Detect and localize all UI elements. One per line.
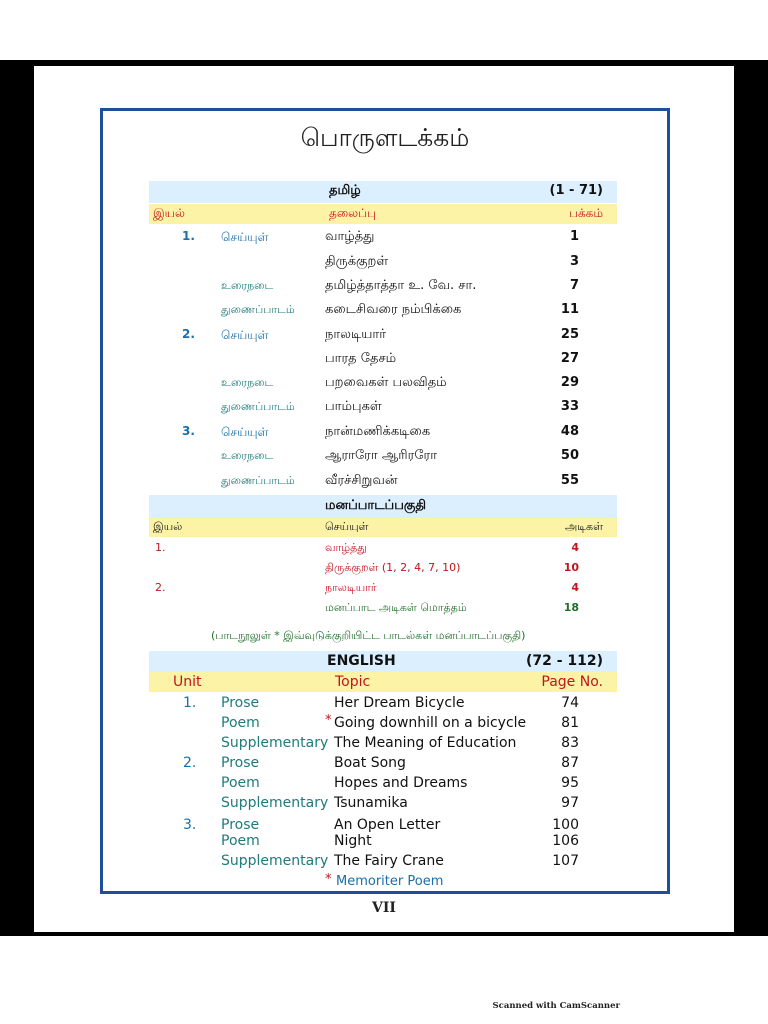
memory-heading: மனப்பாடப்பகுதி <box>325 498 427 513</box>
memory-note: (பாடநூலுள் * இவ்வுடுக்குறியிட்ட பாடல்கள் மனப்பாடப்பகுதி) <box>211 629 526 642</box>
memory-header-band <box>149 495 617 518</box>
english-row-unit: 3. <box>183 817 197 833</box>
memory-col-lines: அடிகள் <box>565 520 603 533</box>
top-margin <box>0 0 768 60</box>
tamil-row-type: உரைநடை <box>221 449 274 462</box>
tamil-range: (1 - 71) <box>549 183 603 198</box>
memory-row-lines: 4 <box>571 581 579 594</box>
tamil-row-type: செய்யுள் <box>221 230 269 244</box>
tamil-row-topic: ஆராரோ ஆரிரரோ <box>325 448 438 463</box>
english-row-type: Poem <box>221 775 260 791</box>
memory-total: 18 <box>563 601 579 614</box>
english-row-page: 107 <box>552 853 579 869</box>
english-row-type: Prose <box>221 695 260 711</box>
english-row-topic: Hopes and Dreams <box>334 775 468 791</box>
english-row-page: 97 <box>561 795 579 811</box>
tamil-row-page: 1 <box>569 229 579 244</box>
english-row-type: Supplementary <box>221 735 329 751</box>
english-col-topic: Topic <box>335 674 371 690</box>
english-row-topic: The Fairy Crane <box>334 853 444 869</box>
tamil-row-unit: 3. <box>182 424 195 438</box>
memory-total-label: மனப்பாட அடிகள் மொத்தம் <box>325 601 467 614</box>
english-row-page: 100 <box>552 817 579 833</box>
english-row-topic: An Open Letter <box>334 817 441 833</box>
english-heading: ENGLISH <box>327 653 396 669</box>
tamil-row-type: உரைநடை <box>221 279 274 292</box>
page-folio: VII <box>372 900 396 916</box>
tamil-row-page: 29 <box>560 375 579 390</box>
tamil-row-type: செய்யுள் <box>221 425 269 439</box>
tamil-heading: தமிழ் <box>329 183 361 198</box>
english-row-page: 87 <box>561 755 579 771</box>
tamil-row-page: 48 <box>560 424 579 439</box>
tamil-row-type: துணைப்பாடம் <box>221 474 295 487</box>
english-row-type: Poem <box>221 833 260 849</box>
tamil-row-type: துணைப்பாடம் <box>221 303 295 316</box>
english-row-unit: 1. <box>183 695 197 711</box>
tamil-row-topic: வாழ்த்து <box>325 229 375 244</box>
english-col-page: Page No. <box>541 674 603 690</box>
english-col-unit: Unit <box>173 674 202 690</box>
memory-row-lines: 4 <box>571 541 579 554</box>
memory-row-topic: வாழ்த்து <box>325 541 367 554</box>
english-header-band <box>149 651 617 672</box>
tamil-row-page: 25 <box>560 327 579 342</box>
tamil-col-topic: தலைப்பு <box>329 206 376 220</box>
english-footnote-star: * <box>325 872 332 887</box>
tamil-row-topic: கடைசிவரை நம்பிக்கை <box>325 302 462 317</box>
tamil-row-type: உரைநடை <box>221 376 274 389</box>
tamil-row-page: 55 <box>560 473 579 488</box>
memory-row-lines: 10 <box>563 561 579 574</box>
memory-row-topic: திருக்குறள் (1, 2, 4, 7, 10) <box>325 561 461 574</box>
tamil-col-page: பக்கம் <box>569 206 603 220</box>
tamil-row-page: 50 <box>560 448 579 463</box>
memory-col-unit: இயல் <box>153 520 183 533</box>
memory-column-band <box>149 518 617 537</box>
english-row-type: Supplementary <box>221 853 329 869</box>
english-row-unit: 2. <box>183 755 197 771</box>
tamil-row-page: 3 <box>569 254 579 269</box>
tamil-header-band <box>149 181 617 203</box>
scanner-footer: Scanned with CamScanner <box>492 1001 620 1011</box>
tamil-row-topic: திருக்குறள் <box>325 254 389 269</box>
english-row-type: Prose <box>221 755 260 771</box>
english-row-topic: Her Dream Bicycle <box>334 695 465 711</box>
tamil-col-unit: இயல் <box>153 206 185 220</box>
tamil-row-topic: வீரச்சிறுவன் <box>325 473 398 488</box>
english-row-page: 106 <box>552 833 579 849</box>
english-row-page: 95 <box>561 775 579 791</box>
tamil-row-topic: நாலடியார் <box>325 327 387 342</box>
contents-frame <box>100 108 670 894</box>
english-range: (72 - 112) <box>525 653 603 669</box>
english-row-topic: Night <box>334 833 372 849</box>
tamil-row-topic: பாம்புகள் <box>325 399 382 414</box>
tamil-row-topic: தமிழ்த்தாத்தா உ. வே. சா. <box>325 278 477 293</box>
english-row-type: Supplementary <box>221 795 329 811</box>
tamil-row-page: 27 <box>560 351 579 366</box>
tamil-row-topic: பறவைகள் பலவிதம் <box>325 375 447 390</box>
tamil-row-page: 7 <box>569 278 579 293</box>
english-row-topic: The Meaning of Education <box>334 735 517 751</box>
memory-row-topic: நாலடியார் <box>325 581 377 594</box>
tamil-row-topic: நான்மணிக்கடிகை <box>325 424 431 439</box>
memory-row-unit: 1. <box>155 541 166 554</box>
page-title: பொருளடக்கம் <box>300 123 470 152</box>
tamil-row-type: செய்யுள் <box>221 328 269 342</box>
memory-col-topic: செய்யுள் <box>325 520 369 533</box>
tamil-row-unit: 1. <box>182 229 195 243</box>
english-row-type: Poem <box>221 715 260 731</box>
tamil-column-band <box>149 204 617 224</box>
english-row-type: Prose <box>221 817 260 833</box>
english-row-topic: Boat Song <box>334 755 406 771</box>
english-row-page: 81 <box>561 715 579 731</box>
memory-row-unit: 2. <box>155 581 166 594</box>
english-footnote: Memoriter Poem <box>336 874 444 889</box>
tamil-row-page: 33 <box>560 399 579 414</box>
tamil-row-topic: பாரத தேசம் <box>325 351 397 366</box>
english-row-topic: Tsunamika <box>334 795 408 811</box>
english-row-star: * <box>325 713 332 728</box>
english-column-band <box>149 672 617 692</box>
english-row-topic: Going downhill on a bicycle <box>334 715 527 731</box>
english-row-page: 74 <box>561 695 579 711</box>
tamil-row-page: 11 <box>560 302 579 317</box>
english-row-page: 83 <box>561 735 579 751</box>
tamil-row-unit: 2. <box>182 327 195 341</box>
tamil-row-type: துணைப்பாடம் <box>221 400 295 413</box>
